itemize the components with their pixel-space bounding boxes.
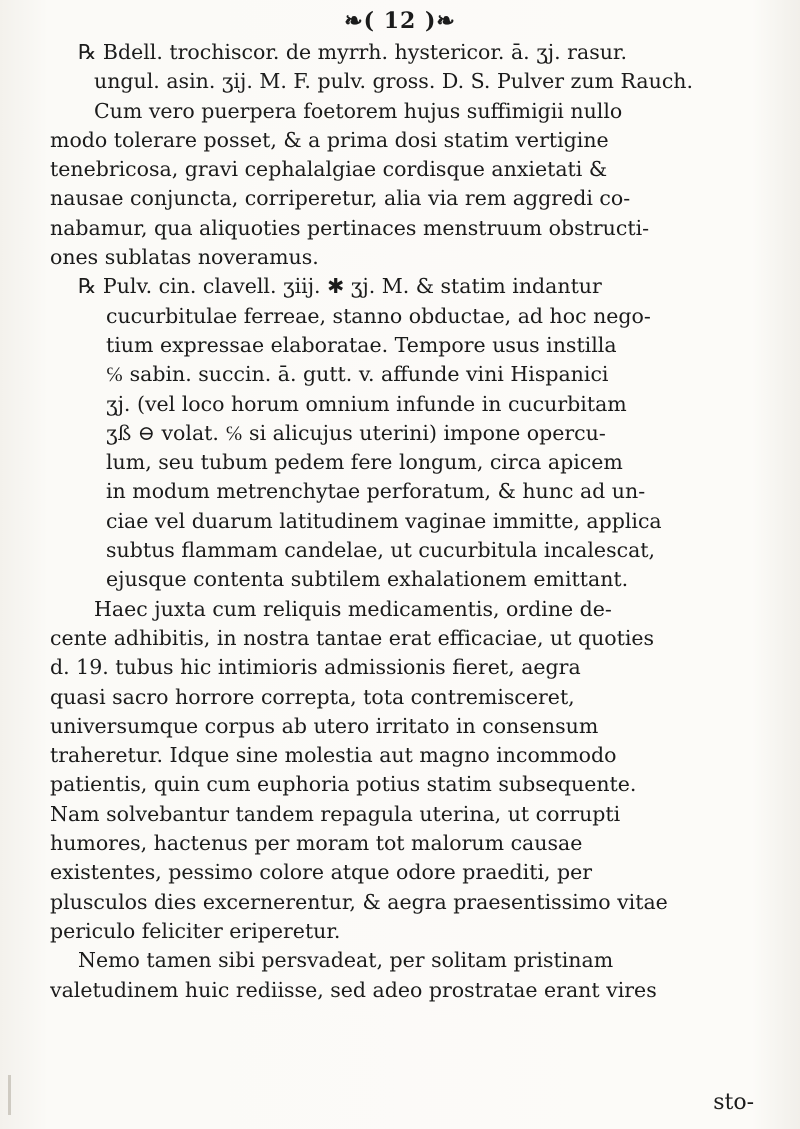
- text-line: nausae conjuncta, corriperetur, alia via rem aggredi co-: [50, 186, 631, 211]
- text-line: universumque corpus ab utero irritato in consensum: [50, 713, 599, 738]
- page-number: ❧( 12 )❧: [344, 8, 456, 34]
- text-line: in modum metrenchytae perforatum, & hunc ad un-: [106, 479, 646, 504]
- text-line: traheretur. Idque sine molestia aut magno incommodo: [50, 743, 617, 768]
- text-line: modo tolerare posset, & a prima dosi statim vertigine: [50, 127, 609, 152]
- text-line: ʒj. (vel loco horum omnium infunde in cucurbitam: [106, 391, 627, 416]
- text-line: cucurbitulae ferreae, stanno obductae, ad hoc nego-: [106, 303, 651, 328]
- text-line: patientis, quin cum euphoria potius statim subsequente.: [50, 772, 637, 797]
- text-line: valetudinem huic rediisse, sed adeo prostratae erant vires: [50, 977, 657, 1002]
- text-line: quasi sacro horrore correpta, tota contremisceret,: [50, 684, 575, 709]
- text-line: ciae vel duarum latitudinem vaginae immitte, applica: [106, 508, 662, 533]
- text-line: plusculos dies excernerentur, & aegra praesentissimo vitae: [50, 889, 668, 914]
- text-line: existentes, pessimo colore atque odore praediti, per: [50, 860, 593, 885]
- text-line: periculo feliciter eriperetur.: [50, 918, 341, 943]
- text-line: subtus flammam candelae, ut cucurbitula incalescat,: [106, 538, 656, 563]
- text-line: ℞ Pulv. cin. clavell. ʒiij. ✱ ʒj. M. & statim indantur: [78, 274, 602, 299]
- text-line: tium expressae elaboratae. Tempore usus instilla: [106, 332, 617, 357]
- text-line: nabamur, qua aliquoties pertinaces menstruum obstructi-: [50, 215, 650, 240]
- text-line: ejusque contenta subtilem exhalationem emittant.: [106, 567, 629, 592]
- text-line: d. 19. tubus hic intimioris admissionis fieret, aegra: [50, 655, 581, 680]
- text-line: Haec juxta cum reliquis medicamentis, ordine de-: [94, 596, 612, 621]
- text-line: ℞ Bdell. trochiscor. de myrrh. hystericor. ā. ʒj. rasur.: [78, 40, 627, 64]
- catchword: sto-: [713, 1090, 754, 1115]
- text-line: cente adhibitis, in nostra tantae erat efficaciae, ut quoties: [50, 625, 655, 650]
- text-line: ʒß ⊖ volat. ℅ si alicujus uterini) impone opercu-: [106, 420, 606, 445]
- text-line: ℅ sabin. succin. ā. gutt. v. affunde vini Hispanici: [106, 362, 609, 387]
- text-line: ungul. asin. ʒij. M. F. pulv. gross. D. S. Pulver zum Rauch.: [94, 69, 694, 94]
- body-text: [50, 38, 756, 1005]
- text-line: Nemo tamen sibi persvadeat, per solitam pristinam: [78, 948, 614, 973]
- text-line: tenebricosa, gravi cephalalgiae cordisque anxietati &: [50, 157, 608, 182]
- text-line: lum, seu tubum pedem fere longum, circa apicem: [106, 450, 623, 475]
- text-line: ones sublatas noveramus.: [50, 245, 319, 270]
- margin-mark: [8, 1075, 11, 1115]
- text-line: humores, hactenus per moram tot malorum causae: [50, 831, 583, 856]
- text-line: Cum vero puerpera foetorem hujus suffimigii nullo: [94, 98, 623, 123]
- text-line: Nam solvebantur tandem repagula uterina, ut corrupti: [50, 801, 621, 826]
